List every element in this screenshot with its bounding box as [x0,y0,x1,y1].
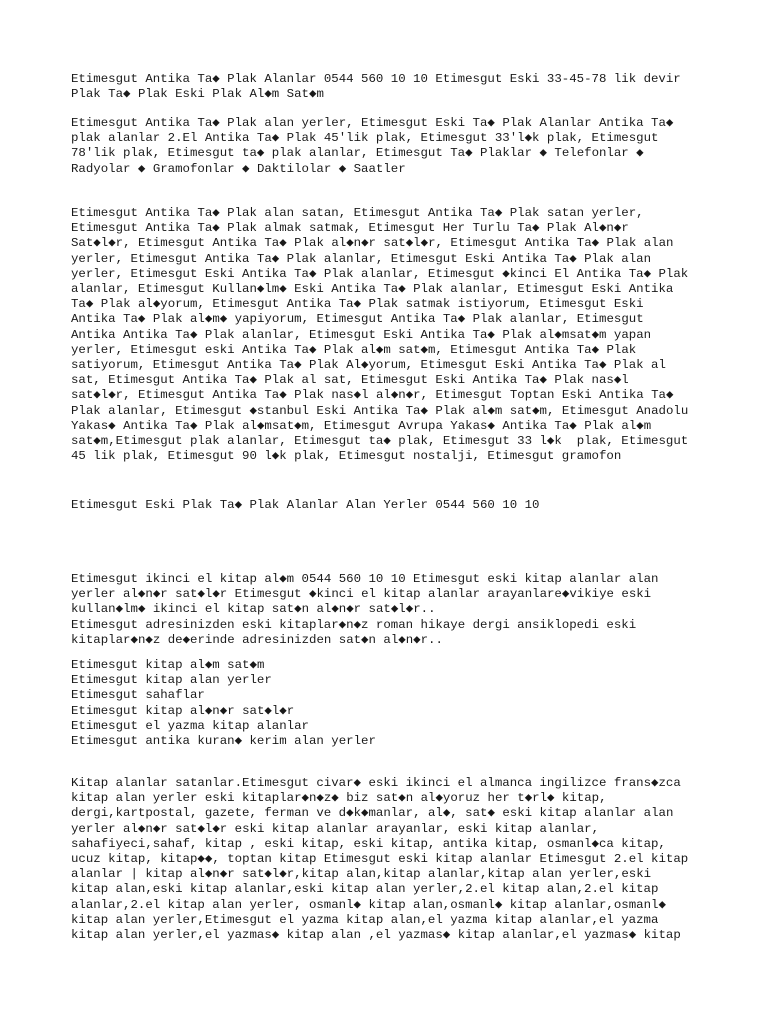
paragraph-kitap-list: Etimesgut kitap al◆m sat◆m Etimesgut kitap alan yerler Etimesgut sahaflar Etimesgut kitap al◆n◆r sat◆l◆r Etimesgut el yazma kitap alanlar Etimesgut antika kuran◆ kerim alan yerler [71,658,376,749]
paragraph-kitap-intro: Etimesgut ikinci el kitap al◆m 0544 560 10 10 Etimesgut eski kitap alanlar alan yerler al◆n◆r sat◆l◆r Etimesgut ◆kinci el kitap alanlar arayanlare◆vikiye eski kullan◆lm◆ ikinci el kitap sat◆n al◆n◆r sat◆l◆r.. Etimesgut adresinizden eski kitaplar◆n◆z roman hikaye dergi ansiklopedi eski kitaplar◆n◆z de◆erinde adresinizden sat◆n al◆n◆r.. [71,572,659,647]
paragraph-plak-heading: Etimesgut Antika Ta◆ Plak Alanlar 0544 560 10 10 Etimesgut Eski 33-45-78 lik devir Plak Ta◆ Plak Eski Plak Al◆m Sat◆m [71,72,681,102]
paragraph-kitap-keywords: Kitap alanlar satanlar.Etimesgut civar◆ eski ikinci el almanca ingilizce frans◆zca kitap alan yerler eski kitaplar◆n◆z◆ biz sat◆n al◆yoruz her t◆rl◆ kitap, dergi,kartpostal, gazete, ferman ve d◆k◆manlar, al◆, sat◆ eski kitap alanlar alan yerler al◆n◆r sat◆l◆r eski kitap alanlar arayanlar, eski kitap alanlar, sahafiyeci,sahaf, kitap , eski kitap, eski kitap, antika kitap, osmanl◆ca kitap, ucuz kitap, kitap◆◆, toptan kitap Etimesgut eski kitap alanlar Etimesgut 2.el kitap alanlar | kitap al◆n◆r sat◆l◆r,kitap alan,kitap alanlar,kitap alan yerler,eski kitap alan,eski kitap alanlar,eski kitap alan yerler,2.el kitap alan,2.el kitap alanlar,2.el kitap alan yerler, osmanl◆ kitap alan,osmanl◆ kitap alanlar,osmanl◆ kitap alan yerler,Etimesgut el yazma kitap alan,el yazma kitap alanlar,el yazma kitap alan yerler,el yazmas◆ kitap alan ,el yazmas◆ kitap alanlar,el yazmas◆ kitap [71,776,689,943]
paragraph-plak-keywords: Etimesgut Antika Ta◆ Plak alan satan, Etimesgut Antika Ta◆ Plak satan yerler, Etimesgut Antika Ta◆ Plak almak satmak, Etimesgut Her Turlu Ta◆ Plak Al◆n◆r Sat◆l◆r, Etimesgut Antika Ta◆ Plak al◆n◆r sat◆l◆r, Etimesgut Antika Ta◆ Plak alan yerler, Etimesgut Antika Ta◆ Plak alanlar, Etimesgut Eski Antika Ta◆ Plak alan yerler, Etimesgut Eski Antika Ta◆ Plak alanlar, Etimesgut ◆kinci El Antika Ta◆ Plak alanlar, Etimesgut Kullan◆lm◆ Eski Antika Ta◆ Plak alanlar, Etimesgut Eski Antika Ta◆ Plak al◆yorum, Etimesgut Antika Ta◆ Plak satmak istiyorum, Etimesgut Eski Antika Ta◆ Plak al◆m◆ yapiyorum, Etimesgut Antika Ta◆ Plak alanlar, Etimesgut Antika Antika Ta◆ Plak alanlar, Etimesgut Eski Antika Ta◆ Plak al◆msat◆m yapan yerler, Etimesgut eski Antika Ta◆ Plak al◆m sat◆m, Etimesgut Antika Ta◆ Plak satiyorum, Etimesgut Antika Ta◆ Plak Al◆yorum, Etimesgut Eski Antika Ta◆ Plak al sat, Etimesgut Antika Ta◆ Plak al sat, Etimesgut Eski Antika Ta◆ Plak nas◆l sat◆l◆r, Etimesgut Antika Ta◆ Plak nas◆l al◆n◆r, Etimesgut Toptan Eski Antika Ta◆ Plak alanlar, Etimesgut ◆stanbul Eski Antika Ta◆ Plak al◆m sat◆m, Etimesgut Anadolu Yakas◆ Antika Ta◆ Plak al◆msat◆m, Etimesgut Avrupa Yakas◆ Antika Ta◆ Plak al◆m sat◆m,Etimesgut plak alanlar, Etimesgut ta◆ plak, Etimesgut 33 l◆k plak, Etimesgut 45 lik plak, Etimesgut 90 l◆k plak, Etimesgut nostalji, Etimesgut gramofon [71,206,689,464]
paragraph-eski-plak-heading: Etimesgut Eski Plak Ta◆ Plak Alanlar Alan Yerler 0544 560 10 10 [71,498,540,512]
paragraph-plak-summary: Etimesgut Antika Ta◆ Plak alan yerler, Etimesgut Eski Ta◆ Plak Alanlar Antika Ta◆ plak alanlar 2.El Antika Ta◆ Plak 45'lik plak, Etimesgut 33'l◆k plak, Etimesgut 78'lik plak, Etimesgut ta◆ plak alanlar, Etimesgut Ta◆ Plaklar ◆ Telefonlar ◆ Radyolar ◆ Gramofonlar ◆ Daktilolar ◆ Saatler [71,116,674,176]
